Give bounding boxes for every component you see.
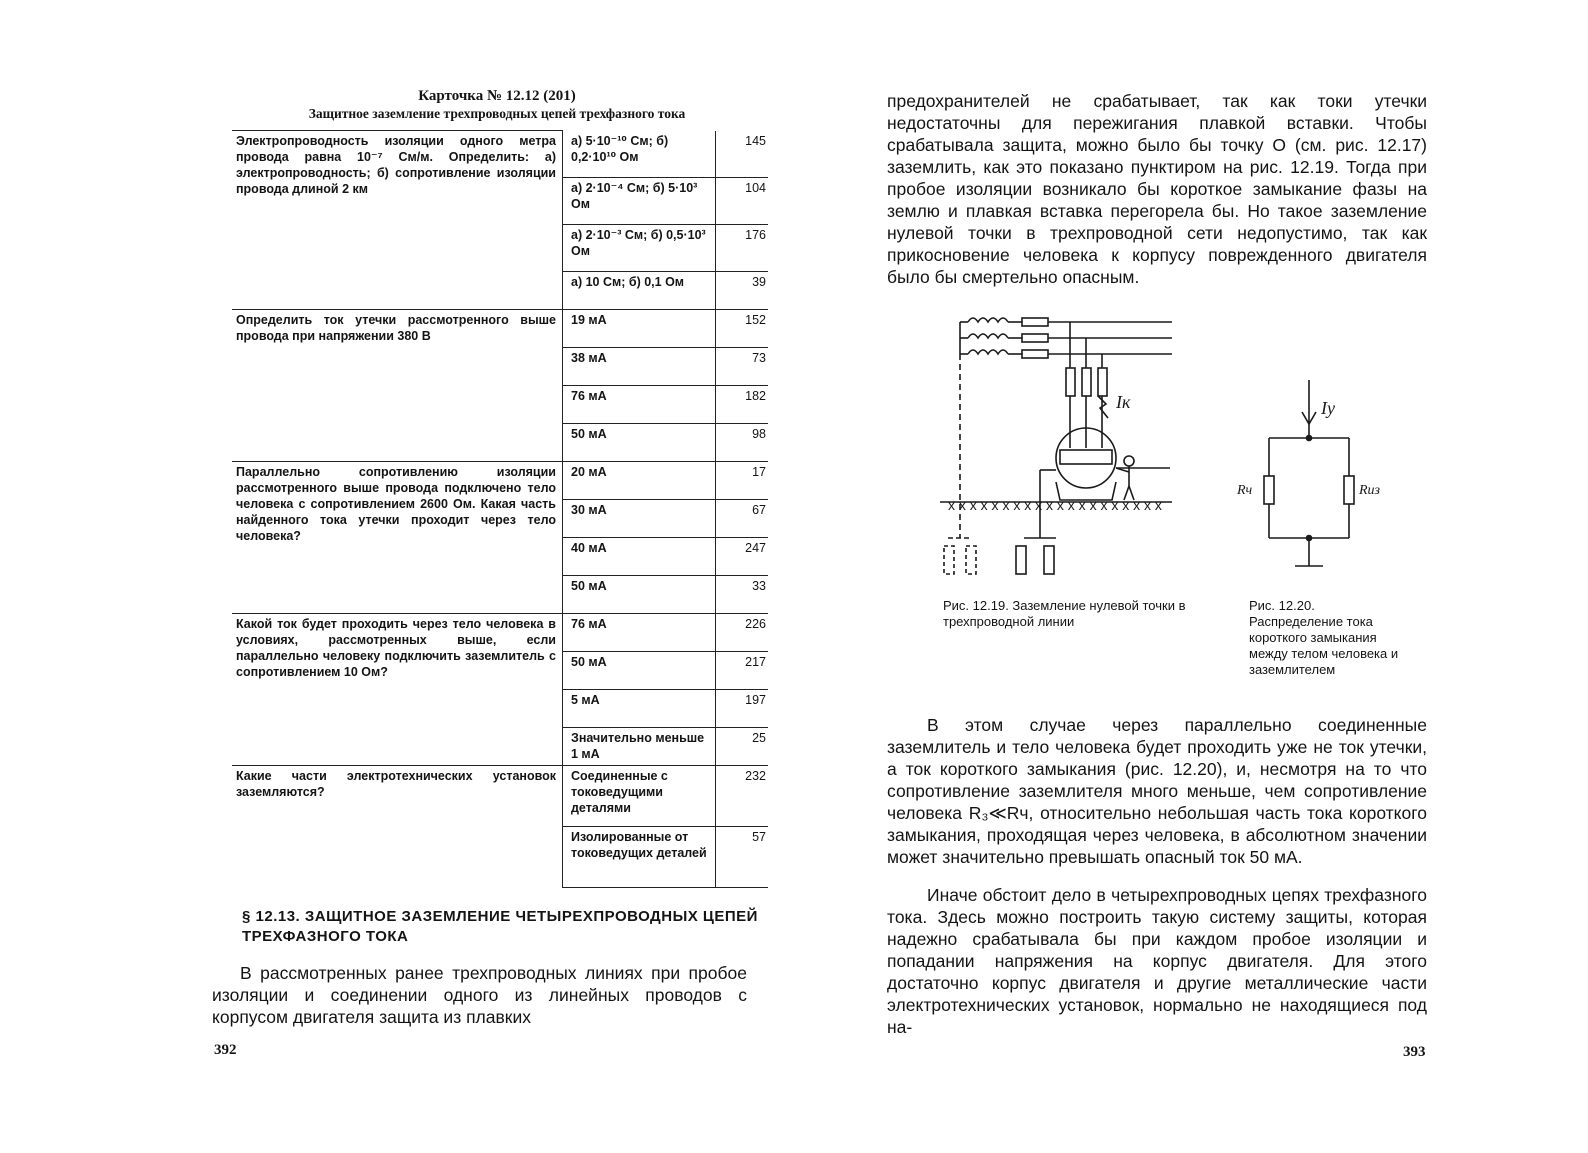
question-text: Электропроводность изоляции одного метра провода равна 10⁻⁷ См/м. Определить: а) электропроводность; б) сопротивление изоляции провода длиной 2 км	[232, 131, 563, 310]
next-card-number: 152	[716, 309, 769, 347]
answer-option: 19 мА	[563, 309, 716, 347]
fault-current-label: Iк	[1116, 392, 1131, 412]
answer-option: а) 5·10⁻¹⁰ См; б) 0,2·10¹⁰ Ом	[563, 131, 716, 178]
next-card-number: 145	[716, 131, 769, 178]
answer-row	[232, 613, 768, 651]
next-card-number: 197	[716, 689, 769, 727]
question-text: Какой ток будет проходить через тело человека в условиях, рассмотренных выше, если параллельно человеку подключить заземлитель с сопротивлением 10 Ом?	[232, 613, 563, 765]
next-card-number: 104	[716, 177, 769, 224]
right-paragraph-2: В этом случае через параллельно соединенные заземлитель и тело человека будет проходить уже не ток утечки, а ток короткого замыкания (рис. 12.20), и, несмотря на то что сопротивление заземлителя много меньше, чем сопротивление человека R₃≪Rч, относительно небольшая часть тока короткого замыкания, проходящая через человека, в абсолютном значении может значительно превышать опасный ток 50 мА.	[887, 715, 1427, 867]
card-title: Карточка № 12.12 (201)	[418, 88, 576, 104]
answer-option: а) 2·10⁻⁴ См; б) 5·10³ Ом	[563, 177, 716, 224]
next-card-number: 182	[716, 385, 769, 423]
left-page	[0, 0, 790, 1153]
right-paragraph-1: предохранителей не срабатывает, так как токи утечки недостаточны для пережигания плавкой вставки. Чтобы срабатывала защита, можно было бы точку O (см. рис. 12.17) заземлить, как это показано пунктиром на рис. 12.19. Тогда при пробое изоляции возникало бы короткое замыкание фазы на землю и плавкая вставка перегорела бы. Но такое заземление нулевой точки в трехпроводной сети недопустимо, так как прикосновение человека к корпусу поврежденного двигателя было бы смертельно опасным.	[887, 91, 1427, 287]
next-card-number: 176	[716, 224, 769, 271]
figure-12-19-caption: Рис. 12.19. Заземление нулевой точки в трехпроводной линии	[943, 598, 1186, 629]
next-card-number: 67	[716, 499, 769, 537]
next-card-number: 73	[716, 347, 769, 385]
next-card-number: 98	[716, 423, 769, 461]
page-number-left: 392	[214, 1042, 237, 1058]
body-resistance-label: Rч	[1237, 483, 1253, 498]
answer-option: 20 мА	[563, 461, 716, 499]
leak-current-label: Iу	[1321, 398, 1335, 418]
left-body-text: В рассмотренных ранее трехпроводных линиях при пробое изоляции и соединении одного из линейных проводов с корпусом двигателя защита из плавких	[212, 963, 747, 1027]
answer-option: 50 мА	[563, 423, 716, 461]
section-heading: § 12.13. ЗАЩИТНОЕ ЗАЗЕМЛЕНИЕ ЧЕТЫРЕХПРОВОДНЫХ ЦЕПЕЙ ТРЕХФАЗНОГО ТОКА	[242, 908, 758, 945]
next-card-number: 39	[716, 271, 769, 309]
answer-option: 40 мА	[563, 537, 716, 575]
question-text: Определить ток утечки рассмотренного выше провода при напряжении 380 В	[232, 309, 563, 461]
next-card-number: 33	[716, 575, 769, 613]
answer-option: 50 мА	[563, 651, 716, 689]
answer-row	[232, 131, 768, 178]
right-page	[790, 0, 1588, 1153]
answer-option: 50 мА	[563, 575, 716, 613]
next-card-number: 247	[716, 537, 769, 575]
figure-12-20	[1233, 380, 1393, 580]
transformer-coils	[960, 318, 1008, 354]
answer-row	[232, 309, 768, 347]
next-card-number: 17	[716, 461, 769, 499]
next-card-number: 217	[716, 651, 769, 689]
question-card-table	[232, 130, 768, 888]
answer-row	[232, 765, 768, 826]
next-card-number: 57	[716, 826, 769, 887]
right-paragraph-3: Иначе обстоит дело в четырехпроводных цепях трехфазного тока. Здесь можно построить такую систему защиты, которая надежно срабатывала бы при каждом пробое изоляции и попадании напряжения на корпус двигателя. Для этого достаточно корпус двигателя и другие металлические части электротехнических установок, нормально не находящиеся под на-	[887, 885, 1427, 1037]
answer-option: 76 мА	[563, 385, 716, 423]
card-subtitle: Защитное заземление трехпроводных цепей трехфазного тока	[308, 106, 686, 121]
figure-12-20-caption: Рис. 12.20. Распределение тока короткого замыкания между телом человека и заземлителем	[1249, 598, 1399, 677]
next-card-number: 232	[716, 765, 769, 826]
answer-option: Соединенные с токоведущими деталями	[563, 765, 716, 826]
answer-option: 76 мА	[563, 613, 716, 651]
ground-hatching: x x x x x x x x x x x x x x x x x x x x	[948, 497, 1162, 513]
next-card-number: 25	[716, 727, 769, 765]
question-text: Параллельно сопротивлению изоляции рассмотренного выше провода подключено тело человека с сопротивлением 2600 Ом. Какая часть найденного тока утечки проходит через тело человека?	[232, 461, 563, 613]
question-text: Какие части электротехнических установок заземляются?	[232, 765, 563, 887]
answer-option: а) 10 См; б) 0,1 Ом	[563, 271, 716, 309]
ground-resistance-label: Rиз	[1359, 483, 1381, 498]
answer-row	[232, 461, 768, 499]
answer-option: 38 мА	[563, 347, 716, 385]
answer-option: Значительно меньше 1 мА	[563, 727, 716, 765]
next-card-number: 226	[716, 613, 769, 651]
answer-option: а) 2·10⁻³ См; б) 0,5·10³ Ом	[563, 224, 716, 271]
answer-option: 5 мА	[563, 689, 716, 727]
answer-option: 30 мА	[563, 499, 716, 537]
figure-12-19	[940, 300, 1240, 590]
page-number-right: 393	[1403, 1044, 1426, 1060]
answer-option: Изолированные от токоведущих деталей	[563, 826, 716, 887]
